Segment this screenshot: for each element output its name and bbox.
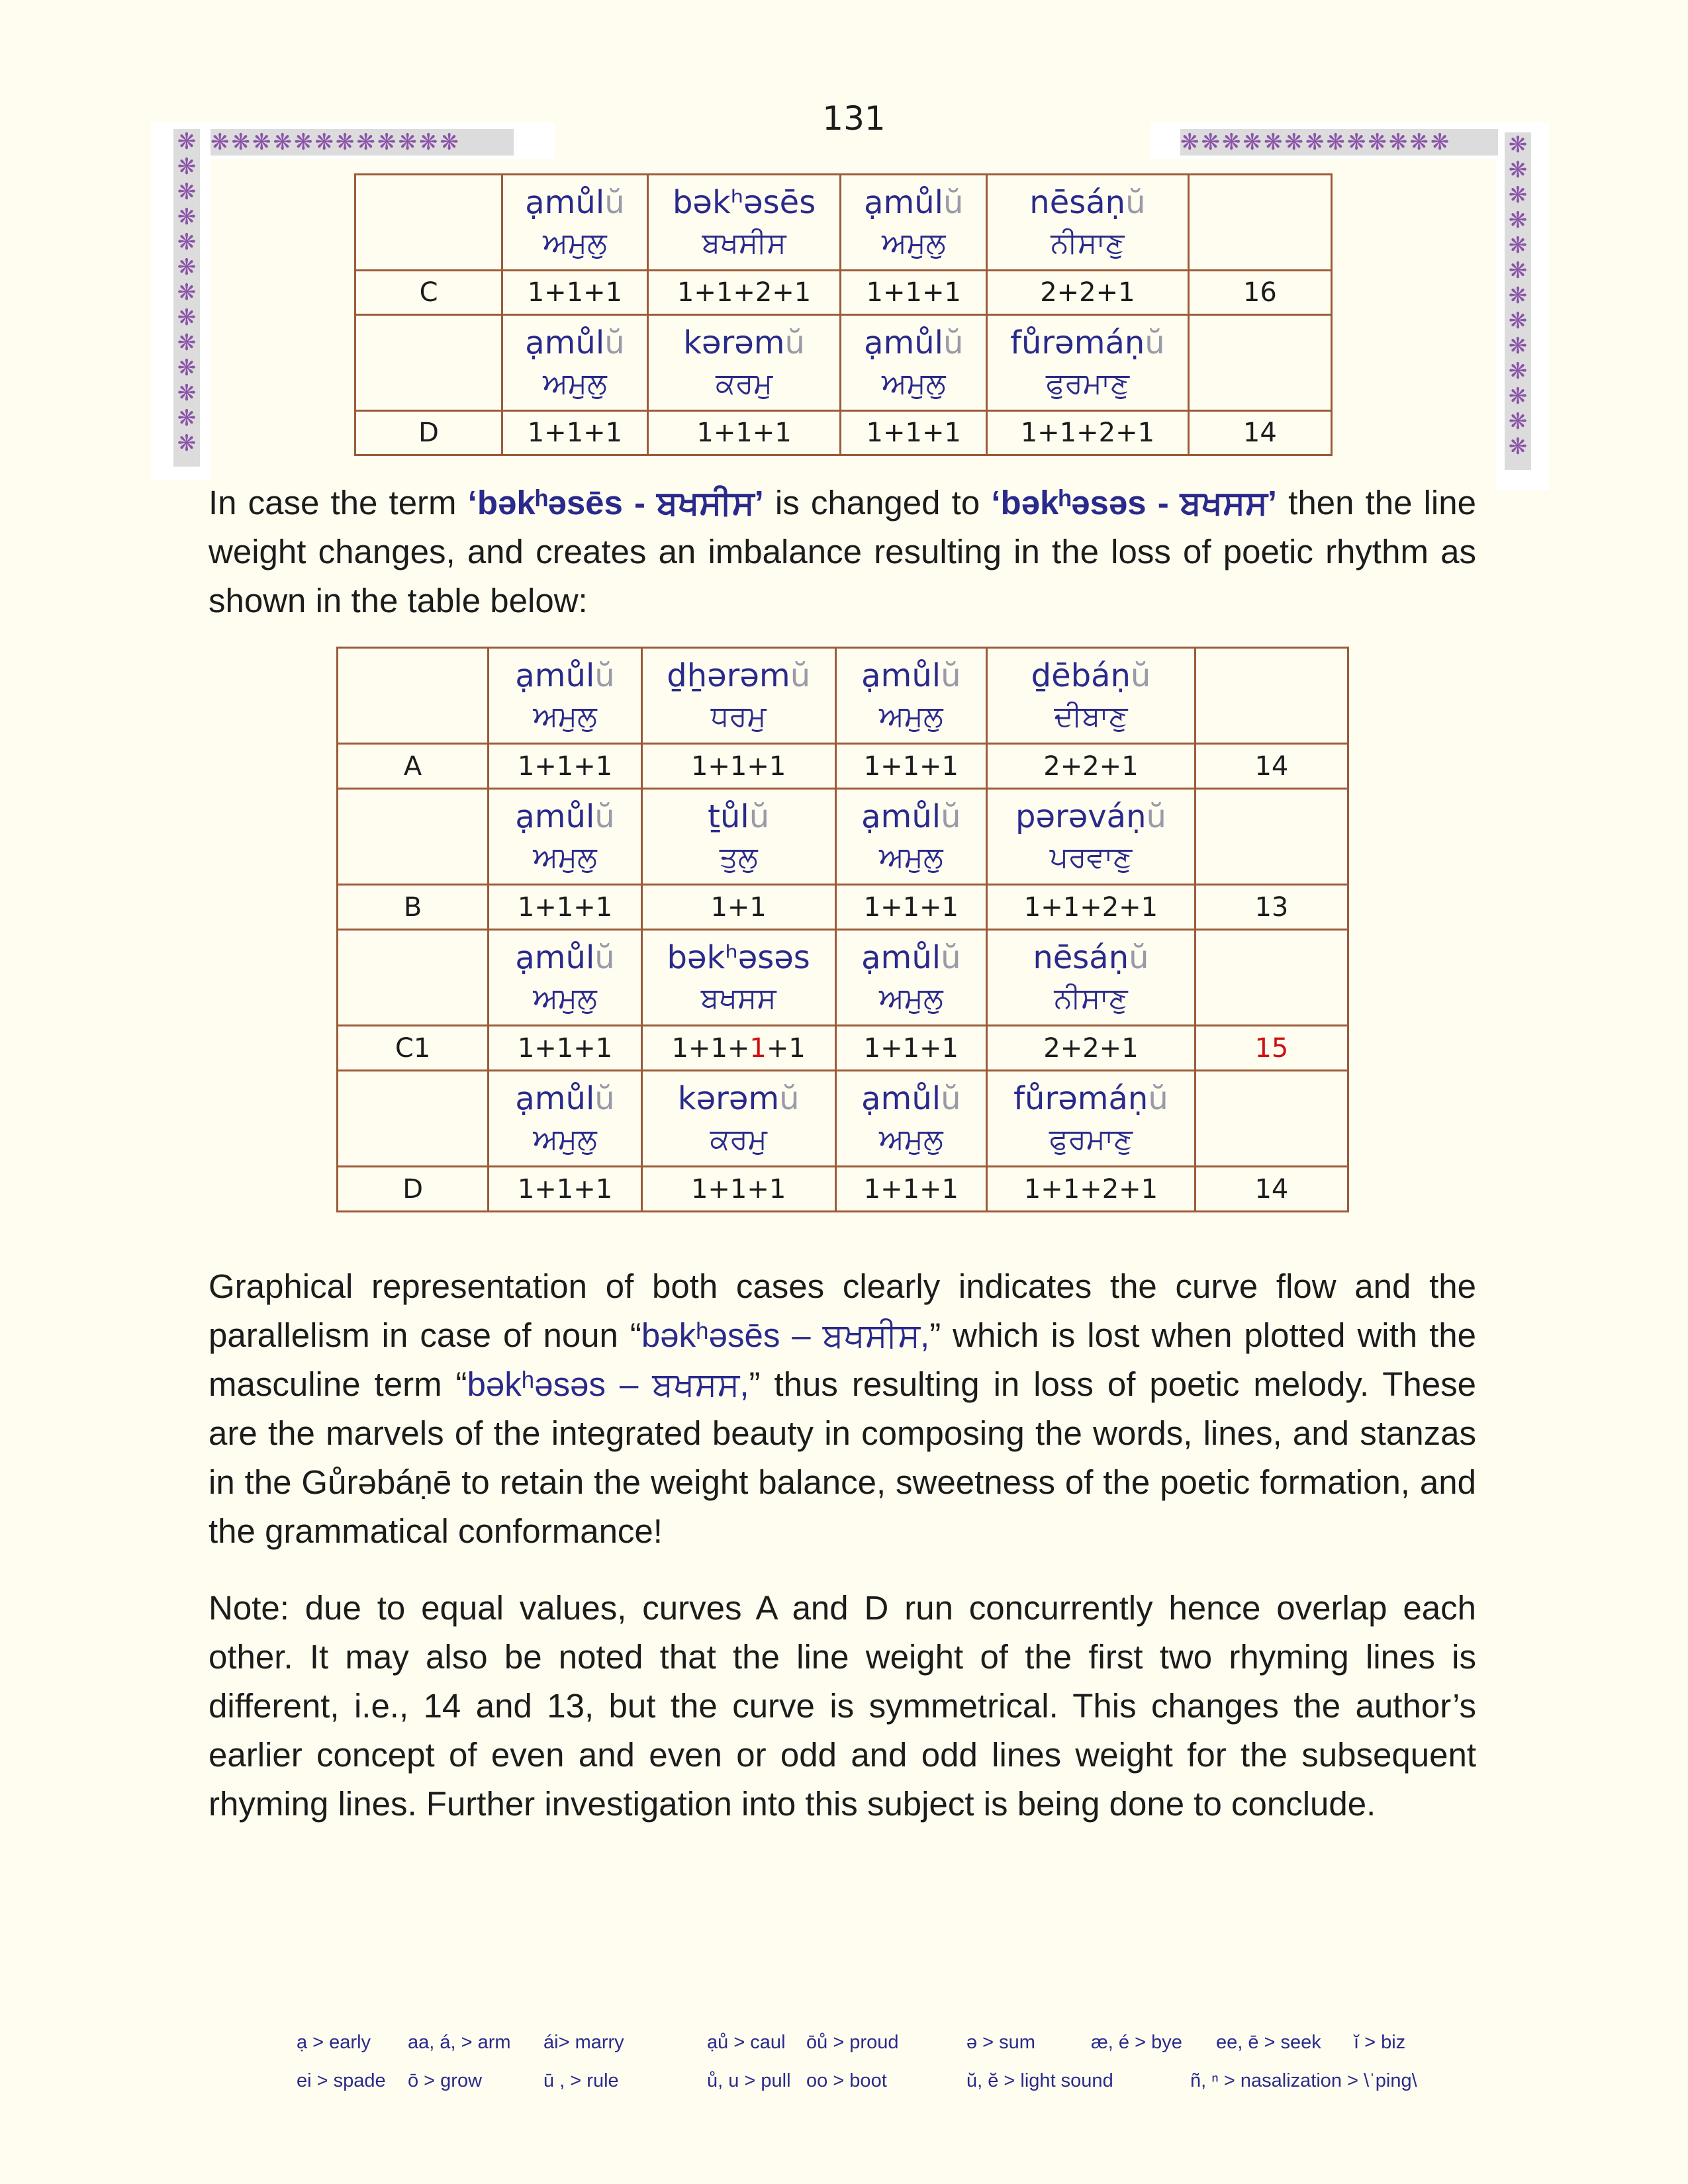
gurmukhi-word: ਅਮੁਲੁ	[543, 367, 607, 400]
word-cell	[641, 789, 835, 885]
legend-entry: ạ > early	[297, 2032, 371, 2053]
row-total: 14	[1188, 411, 1331, 455]
row-label: C	[355, 271, 502, 315]
weight-cell: 1+1+1	[835, 744, 987, 789]
row-label: D	[338, 1167, 489, 1212]
weight-cell: 2+2+1	[987, 744, 1196, 789]
legend-entry: æ, é > bye	[1091, 2032, 1182, 2053]
weight-cell: 1+1+1	[841, 411, 987, 455]
legend-entry: ái> marry	[543, 2032, 624, 2053]
word-cell	[489, 930, 642, 1026]
term-bakhsis-quote: bəkʰəsēs – ਬਖਸੀਸ,	[641, 1316, 930, 1354]
romanized-word: ạmůlŭ	[515, 798, 615, 835]
legend-entry: ñ, ⁿ > nasalization > \ˈping\	[1190, 2070, 1417, 2091]
weight-cell: 2+2+1	[987, 1026, 1196, 1071]
weight-row	[338, 1026, 1348, 1071]
word-cell	[641, 648, 835, 744]
syllable-weight-table-1	[354, 173, 1333, 456]
word-cell	[641, 930, 835, 1026]
weight-cell: 1+1+1	[489, 1026, 642, 1071]
romanized-word: ạmůlŭ	[861, 1080, 961, 1117]
row-total	[1195, 930, 1348, 1026]
gurmukhi-word: ਅਮੁਲੁ	[879, 981, 943, 1015]
romanized-word: fůrəmáṇŭ	[1013, 1080, 1168, 1117]
row-total	[1188, 175, 1331, 271]
gurmukhi-word: ਕਰਮੁ	[710, 1122, 767, 1156]
word-cell	[987, 1071, 1196, 1167]
romanized-word: ḏẖərəmŭ	[667, 657, 811, 694]
weight-row	[338, 1167, 1348, 1212]
weight-cell: 1+1+1	[502, 411, 648, 455]
gurmukhi-word: ਅਮੁਲੁ	[533, 1122, 597, 1156]
gurmukhi-word: ਬਖਸੀਸ	[702, 226, 786, 260]
word-cell	[835, 930, 987, 1026]
gurmukhi-word: ਨੀਸਾਣੁ	[1054, 981, 1128, 1015]
word-row	[338, 789, 1348, 885]
weight-cell: 1+1+1	[835, 1167, 987, 1212]
weight-row	[355, 411, 1332, 455]
word-cell	[841, 175, 987, 271]
legend-entry: ĭ > biz	[1354, 2032, 1406, 2053]
legend-entry: ạů > caul	[707, 2032, 786, 2053]
legend-entry: oo > boot	[806, 2070, 887, 2091]
word-row	[355, 315, 1332, 411]
word-row	[338, 930, 1348, 1026]
weight-cell: 1+1+1	[835, 1026, 987, 1071]
row-total	[1188, 315, 1331, 411]
page-number: 131	[822, 99, 886, 138]
row-total: 15	[1195, 1026, 1348, 1071]
word-cell	[841, 315, 987, 411]
row-label	[338, 789, 489, 885]
romanized-word: pərəváṇŭ	[1015, 798, 1166, 835]
top-right-flower-border: ❋❋❋❋❋❋❋❋❋❋❋❋❋	[1180, 129, 1498, 156]
row-label	[338, 930, 489, 1026]
weight-cell: 1+1+2+1	[647, 271, 841, 315]
legend-entry: ō > grow	[408, 2070, 483, 2091]
weight-cell: 1+1	[641, 885, 835, 930]
word-row	[338, 1071, 1348, 1167]
row-label	[355, 315, 502, 411]
gurmukhi-word: ਅਮੁਲੁ	[533, 841, 597, 874]
gurmukhi-word: ਅਮੁਲੁ	[881, 226, 946, 260]
gurmukhi-word: ਤੁਲੁ	[719, 841, 758, 874]
row-label: C1	[338, 1026, 489, 1071]
gurmukhi-word: ਪਰਵਾਣੁ	[1049, 841, 1133, 874]
romanized-word: nēsáṇŭ	[1029, 184, 1146, 221]
weight-cell: 1+1+1	[841, 271, 987, 315]
gurmukhi-word: ਅਮੁਲੁ	[879, 841, 943, 874]
row-label: A	[338, 744, 489, 789]
gurmukhi-word: ਬਖਸਸ	[700, 981, 776, 1015]
weight-cell: 1+1+2+1	[987, 411, 1189, 455]
legend-entry: aa, á, > arm	[408, 2032, 511, 2053]
gurmukhi-word: ਫੁਰਮਾਣੁ	[1045, 367, 1130, 400]
weight-cell: 1+1+2+1	[987, 885, 1196, 930]
word-row	[355, 175, 1332, 271]
word-cell	[489, 789, 642, 885]
romanized-word: ạmůlŭ	[525, 184, 625, 221]
term-bakhsas: ‘bəkʰəsəs - ਬਖਸਸ’	[991, 484, 1278, 522]
row-label	[338, 1071, 489, 1167]
left-flower-border: ❋❋❋❋❋❋❋❋❋❋❋❋❋	[173, 129, 200, 467]
row-total	[1195, 1071, 1348, 1167]
row-label	[355, 175, 502, 271]
gurmukhi-word: ਅਮੁਲੁ	[533, 981, 597, 1015]
romanized-word: ạmůlŭ	[515, 939, 615, 976]
word-cell	[647, 175, 841, 271]
romanized-word: ạmůlŭ	[861, 939, 961, 976]
word-cell	[502, 315, 648, 411]
paragraph-term-change: In case the term ‘bəkʰəsēs - ਬਖਸੀਸ’ is changed to ‘bəkʰəsəs - ਬਖਸਸ’ then the line weight changes, and creates an imbalance resulting in the loss of poetic rhythm as shown in the table below:	[209, 484, 1476, 619]
romanized-word: nēsáṇŭ	[1033, 939, 1149, 976]
top-left-flower-border: ❋❋❋❋❋❋❋❋❋❋❋❋	[211, 129, 514, 156]
word-cell	[987, 789, 1196, 885]
row-total	[1195, 789, 1348, 885]
word-cell	[641, 1071, 835, 1167]
word-cell	[489, 648, 642, 744]
word-cell	[987, 648, 1196, 744]
word-cell	[835, 1071, 987, 1167]
weight-cell: 1+1+1	[641, 1167, 835, 1212]
legend-entry: ů, u > pull	[707, 2070, 791, 2091]
gurmukhi-word: ਦੀਬਾਣੁ	[1054, 700, 1128, 733]
romanized-word: fůrəmáṇŭ	[1010, 324, 1165, 361]
syllable-weight-table-2	[336, 647, 1349, 1212]
weight-row	[338, 885, 1348, 930]
romanized-word: ḏēbáṇŭ	[1031, 657, 1151, 694]
romanized-word: ạmůlŭ	[861, 798, 961, 835]
gurmukhi-word: ਅਮੁਲੁ	[533, 700, 597, 733]
weight-row	[338, 744, 1348, 789]
weight-cell: 1+1+1	[647, 411, 841, 455]
weight-cell: 1+1+1	[502, 271, 648, 315]
word-cell	[835, 648, 987, 744]
word-cell	[489, 1071, 642, 1167]
romanized-word: ạmůlŭ	[515, 657, 615, 694]
gurmukhi-word: ਅਮੁਲੁ	[879, 1122, 943, 1156]
word-cell	[987, 930, 1196, 1026]
right-flower-border: ❋❋❋❋❋❋❋❋❋❋❋❋❋	[1505, 132, 1531, 470]
romanized-word: kərəmŭ	[677, 1080, 800, 1117]
row-label: D	[355, 411, 502, 455]
changed-weight: 1	[749, 1032, 767, 1064]
legend-entry: ŭ, ĕ > light sound	[966, 2070, 1113, 2091]
row-label	[338, 648, 489, 744]
paragraph-note: Note: due to equal values, curves A and D run concurrently hence overlap each other. It may also be noted that the line weight of the first two rhyming lines is different, i.e., 14 and 13, but the curve is symmetrical. This changes the author’s earlier concept of even and even or odd and odd lines weight for the subsequent rhyming lines. Further investigation into this subject is being done to conclude.	[209, 1589, 1476, 1823]
pronunciation-legend	[297, 2032, 1448, 2105]
weight-cell: 1+1+1	[489, 744, 642, 789]
weight-row	[355, 271, 1332, 315]
row-label: B	[338, 885, 489, 930]
weight-cell: 1+1+1+1	[641, 1026, 835, 1071]
row-total: 14	[1195, 1167, 1348, 1212]
paragraph-graphical-representation: Graphical representation of both cases clearly indicates the curve flow and the parallelism in case of noun “bəkʰəsēs – ਬਖਸੀਸ,” which is lost when plotted with the masculine term “bəkʰəsəs – ਬਖਸਸ,” thus resulting in loss of poetic melody. These are the marvels of the integrated beauty in composing the words, lines, and stanzas in the Gůrəbáṇē to retain the weight balance, sweetness of the poetic formation, and the grammatical conformance!	[209, 1267, 1476, 1550]
romanized-word: bəkʰəsēs	[672, 184, 816, 221]
legend-entry: ū , > rule	[543, 2070, 619, 2091]
word-cell	[835, 789, 987, 885]
word-cell	[987, 315, 1189, 411]
row-total: 14	[1195, 744, 1348, 789]
word-cell	[987, 175, 1189, 271]
romanized-word: ạmůlŭ	[864, 324, 964, 361]
romanized-word: ạmůlŭ	[515, 1080, 615, 1117]
gurmukhi-word: ਅਮੁਲੁ	[879, 700, 943, 733]
row-total	[1195, 648, 1348, 744]
romanized-word: bəkʰəsəs	[667, 939, 810, 976]
weight-cell: 1+1+1	[641, 744, 835, 789]
legend-entry: ei > spade	[297, 2070, 386, 2091]
gurmukhi-word: ਕਰਮੁ	[715, 367, 773, 400]
weight-cell: 1+1+1	[835, 885, 987, 930]
word-row	[338, 648, 1348, 744]
legend-entry: ōů > proud	[806, 2032, 899, 2053]
romanized-word: ạmůlŭ	[525, 324, 625, 361]
romanized-word: ṯůlŭ	[708, 798, 770, 835]
row-total: 16	[1188, 271, 1331, 315]
gurmukhi-word: ਅਮੁਲੁ	[543, 226, 607, 260]
gurmukhi-word: ਧਰਮੁ	[710, 700, 767, 733]
weight-cell: 1+1+1	[489, 885, 642, 930]
romanized-word: ạmůlŭ	[864, 184, 964, 221]
gurmukhi-word: ਅਮੁਲੁ	[881, 367, 946, 400]
romanized-word: kərəmŭ	[683, 324, 805, 361]
row-total: 13	[1195, 885, 1348, 930]
word-cell	[502, 175, 648, 271]
weight-cell: 2+2+1	[987, 271, 1189, 315]
legend-entry: ə > sum	[966, 2032, 1035, 2053]
romanized-word: ạmůlŭ	[861, 657, 961, 694]
word-cell	[647, 315, 841, 411]
weight-cell: 1+1+1	[489, 1167, 642, 1212]
gurmukhi-word: ਫੁਰਮਾਣੁ	[1049, 1122, 1133, 1156]
gurmukhi-word: ਨੀਸਾਣੁ	[1051, 226, 1125, 260]
term-bakhsas-quote: bəkʰəsəs – ਬਖਸਸ,	[467, 1365, 749, 1403]
term-bakhsis: ‘bəkʰəsēs - ਬਖਸੀਸ’	[467, 484, 764, 522]
legend-entry: ee, ē > seek	[1216, 2032, 1321, 2053]
weight-cell: 1+1+2+1	[987, 1167, 1196, 1212]
